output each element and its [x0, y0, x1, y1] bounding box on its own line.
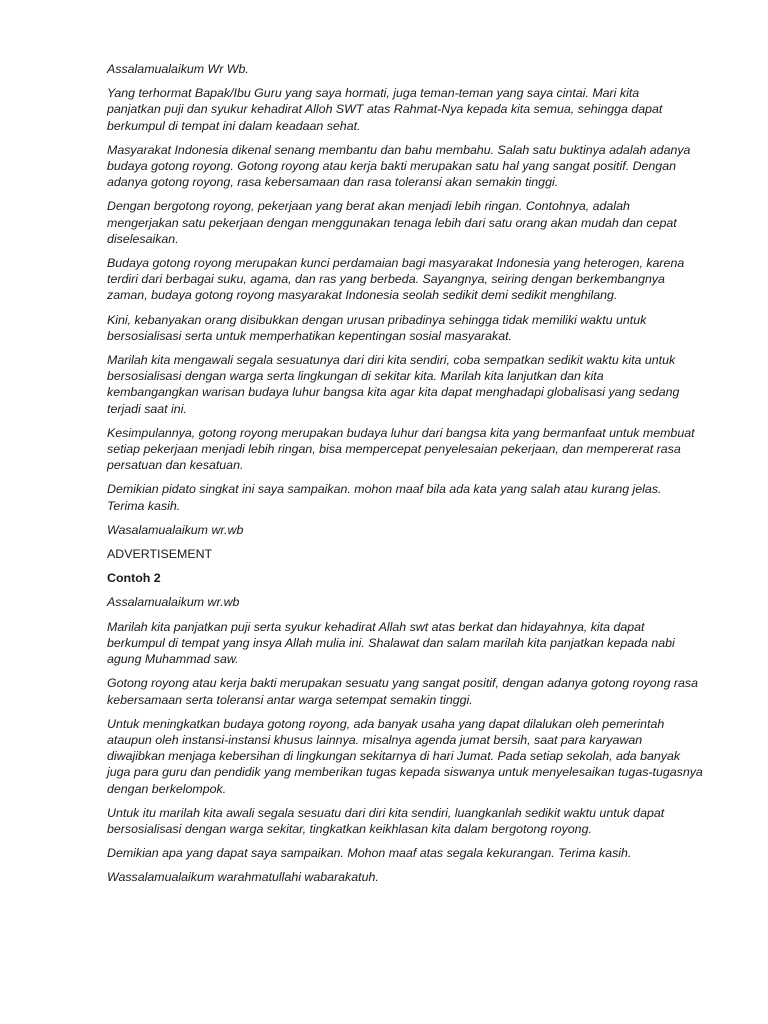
paragraph: [107, 594, 717, 610]
advertisement-label: [107, 546, 717, 562]
text-line: agung Muhammad saw.: [107, 652, 239, 667]
paragraph: [107, 352, 717, 417]
text-line: Assalamualaikum Wr Wb.: [107, 62, 249, 76]
text-line: Kini, kebanyakan orang disibukkan dengan urusan pribadinya sehingga tidak memiliki waktu untuk: [107, 312, 647, 327]
text-line: zaman, budaya gotong royong masyarakat Indonesia seolah sedikit demi sedikit menghilang.: [107, 288, 618, 303]
paragraph: [107, 619, 717, 668]
text-line: diwajibkan menjaga kebersihan di lingkungan sekitarnya di hari Jumat. Pada setiap sekolah, ada banyak: [107, 749, 681, 764]
text-line: berkumpul di tempat yang insya Allah mulia ini. Shalawat dan salam marilah kita panjatkan kepada nabi: [107, 635, 675, 650]
text-line: Untuk itu marilah kita awali segala sesuatu dari diri kita sendiri, luangkanlah sedikit waktu untuk dapat: [107, 805, 665, 820]
text-line: bersosialisasi dengan warga serta lingkungan di sekitar kita. Marilah kita lanjutkan dan kita: [107, 369, 604, 384]
paragraph: [107, 142, 717, 191]
text-line: Terima kasih.: [107, 498, 181, 513]
text-line: Gotong royong atau kerja bakti merupakan sesuatu yang sangat positif, dengan adanya gotong royong rasa: [107, 676, 699, 691]
text-line: terjadi saat ini.: [107, 401, 187, 416]
text-line: bersosialisasi serta untuk memperhatikan kepentingan sosial masyarakat.: [107, 328, 512, 343]
text-line: diselesaikan.: [107, 231, 179, 246]
text-line: ataupun oleh instansi-instansi khusus lainnya. misalnya agenda jumat bersih, saat para karyawan: [107, 732, 643, 747]
text-line: Yang terhormat Bapak/Ibu Guru yang saya hormati, juga teman-teman yang saya cintai. Mari kita: [107, 86, 640, 101]
text-line: Masyarakat Indonesia dikenal senang membantu dan bahu membahu. Salah satu buktinya adalah adanya: [107, 142, 691, 157]
text-line: juga para guru dan pendidik yang memberikan tugas kepada siswanya untuk menyelesaikan tugas-tugasnya: [107, 765, 703, 780]
text-line: budaya gotong royong. Gotong royong atau kerja bakti merupakan satu hal yang sangat positif. Dengan: [107, 159, 676, 174]
paragraph: [107, 522, 717, 538]
paragraph: [107, 61, 717, 77]
text-line: Wassalamualaikum warahmatullahi wabarakatuh.: [107, 870, 379, 885]
paragraph: [107, 425, 717, 474]
text-line: Contoh 2: [107, 571, 161, 586]
text-line: Assalamualaikum wr.wb: [107, 595, 240, 610]
text-line: Wasalamualaikum wr.wb: [107, 522, 244, 537]
text-line: persatuan dan kesatuan.: [107, 458, 244, 473]
paragraph: [107, 85, 717, 134]
paragraph: [107, 869, 717, 885]
text-line: dengan berkelompok.: [107, 781, 227, 796]
text-line: Marilah kita mengawali segala sesuatunya dari diri kita sendiri, coba sempatkan sedikit waktu kita untuk: [107, 353, 676, 368]
text-line: setiap pekerjaan menjadi lebih ringan, bisa mempercepat penyelesaian pekerjaan, dan mempererat rasa: [107, 442, 681, 457]
document-body: [107, 61, 717, 894]
text-line: kebersamaan serta toleransi antar warga setempat semakin tinggi.: [107, 692, 473, 707]
paragraph: [107, 675, 717, 707]
text-line: berkumpul di tempat ini dalam keadaan sehat.: [107, 118, 361, 133]
text-line: Dengan bergotong royong, pekerjaan yang berat akan menjadi lebih ringan. Contohnya, adalah: [107, 199, 630, 214]
paragraph: [107, 805, 717, 837]
paragraph: [107, 845, 717, 861]
section-heading: [107, 570, 717, 586]
text-line: mengerjakan satu pekerjaan dengan menggunakan tenaga lebih dari satu orang akan mudah dan cepat: [107, 215, 677, 230]
paragraph: [107, 312, 717, 344]
text-line: adanya gotong royong, rasa kebersamaan dan rasa toleransi akan semakin tinggi.: [107, 175, 559, 190]
paragraph: [107, 255, 717, 304]
text-line: Marilah kita panjatkan puji serta syukur kehadirat Allah swt atas berkat dan hidayahnya, kita dapat: [107, 619, 645, 634]
text-line: Kesimpulannya, gotong royong merupakan budaya luhur dari bangsa kita yang bermanfaat untuk membuat: [107, 425, 695, 440]
text-line: Budaya gotong royong merupakan kunci perdamaian bagi masyarakat Indonesia yang heterogen, karena: [107, 256, 685, 271]
text-line: Untuk meningkatkan budaya gotong royong, ada banyak usaha yang dapat dilalukan oleh pemerintah: [107, 716, 665, 731]
text-line: Demikian apa yang dapat saya sampaikan. Mohon maaf atas segala kekurangan. Terima kasih.: [107, 846, 632, 861]
paragraph: [107, 481, 717, 513]
text-line: panjatkan puji dan syukur kehadirat Alloh SWT atas Rahmat-Nya kepada kita semua, sehingga dapat: [107, 102, 663, 117]
paragraph: [107, 716, 717, 797]
text-line: Demikian pidato singkat ini saya sampaikan. mohon maaf bila ada kata yang salah atau kurang jelas.: [107, 482, 662, 497]
text-line: kembangangkan warisan budaya luhur bangsa kita agar kita dapat menghadapi globalisasi yang sedang: [107, 385, 680, 400]
paragraph: [107, 198, 717, 247]
text-line: terdiri dari berbagai suku, agama, dan ras yang berbeda. Sayangnya, seiring dengan berkembangnya: [107, 272, 665, 287]
text-line: ADVERTISEMENT: [107, 547, 213, 562]
text-line: bersosialisasi dengan warga sekitar, tingkatkan keikhlasan kita dalam bergotong royong.: [107, 821, 592, 836]
